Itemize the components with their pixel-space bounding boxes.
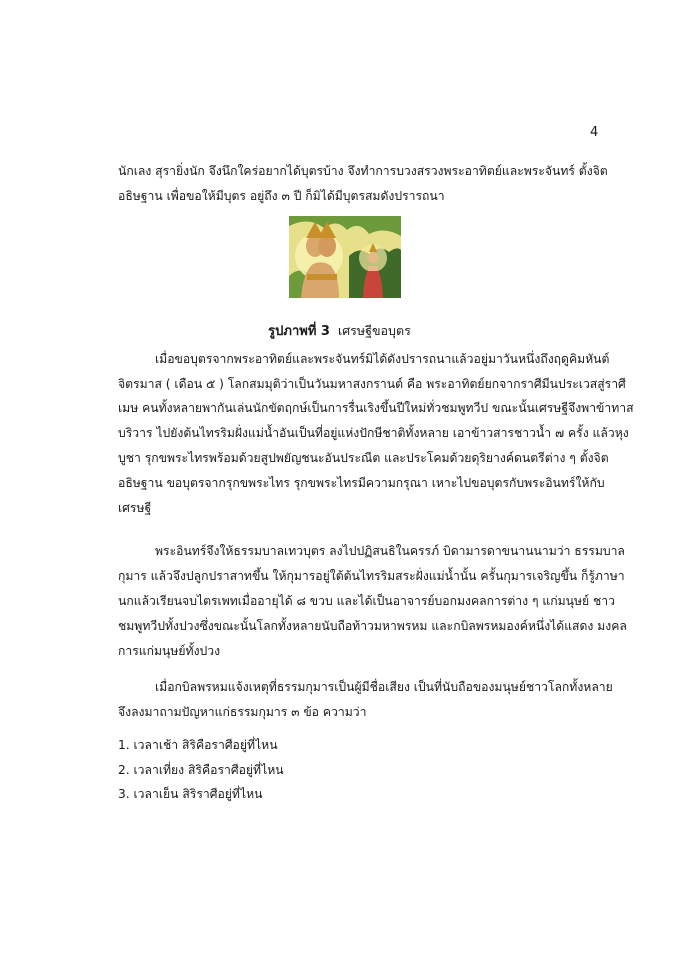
text-line: บริวาร ไปยังต้นไทรริมฝั่งแม่น้ำอันเป็นที่อยู่แห่งปักษีชาติทั้งหลาย เอาข้าวสารชาวน้ำ ๗ ครั้ง แล้วหุง	[118, 426, 629, 440]
text-line: พระอินทร์จึงให้ธรรมบาลเทวบุตร ลงไปปฏิสนธิในครรภ์ บิดามารดาขนานนามว่า ธรรมบาล	[155, 544, 625, 558]
gold-band	[307, 274, 337, 280]
text-line: กุมาร แล้วจึงปลูกปราสาทขึ้น ให้กุมารอยู่ใต้ต้นไทรริมสระฝั่งแม่น้ำนั้น ครั้นกุมารเจริญขึ้น ก็รู้ภาษา	[118, 569, 625, 583]
illustration-image	[289, 216, 401, 298]
text-line: จิตรมาส ( เดือน ๕ ) โลกสมมุติว่าเป็นวันมหาสงกรานต์ คือ พระอาทิตย์ยกจากราศีมีนประเวสสู่ราศี	[118, 377, 626, 391]
list-item: 1. เวลาเช้า สิริคือราศีอยู่ที่ไหน	[118, 738, 278, 752]
worshipper-head	[368, 253, 379, 264]
text-line: อธิษฐาน ขอบุตรจากรุกขพระไทร รุกขพระไทรมีความกรุณา เหาะไปขอบุตรกับพระอินทร์ให้กับ	[118, 476, 605, 490]
list-item: 3. เวลาเย็น สิริราศีอยู่ที่ไหน	[118, 787, 263, 801]
figure-caption	[0, 320, 679, 341]
text-line: นกแล้วเรียนจบไตรเพทเมื่ออายุได้ ๘ ขวบ และได้เป็นอาจารย์บอกมงคลการต่าง ๆ แก่มนุษย์ ชาว	[118, 594, 615, 608]
caption-text: เศรษฐีขอบุตร	[337, 323, 411, 338]
text-line: ชมพูทวีปทั้งปวงซึ่งขณะนั้นโลกทั้งหลายนับถือท้าวมหาพรหม และกบิลพรหมองค์หนึ่งได้แสดง มงคล	[118, 619, 627, 633]
text-line: เมื่อกบิลพรหมแจ้งเหตุที่ธรรมกุมารเป็นผู้มีชื่อเสียง เป็นที่นับถือของมนุษย์ชาวโลกทั้งหลาย	[155, 680, 613, 694]
text-line: การแก่มนุษย์ทั้งปวง	[118, 644, 221, 658]
list-item: 2. เวลาเที่ยง สิริคือราศีอยู่ที่ไหน	[118, 763, 284, 777]
text-line: นักเลง สุรายิ่งนัก จึงนึกใคร่อยากได้บุตรบ้าง จึงทำการบวงสรวงพระอาทิตย์และพระจันทร์ ตั้งจิต	[118, 164, 608, 178]
illustration-wish-for-son	[289, 216, 401, 298]
text-line: เมื่อขอบุตรจากพระอาทิตย์และพระจันทร์มิได้ดังปรารถนาแล้วอยู่มาวันหนึ่งถึงฤดูคิมหันต์	[155, 352, 610, 366]
text-line: จึงลงมาถามปัญหาแก่ธรรมกุมาร ๓ ข้อ ความว่า	[118, 705, 367, 719]
god-head-right	[318, 235, 336, 257]
text-line: เมษ คนทั้งหลายพากันเล่นนักขัตฤกษ์เป็นการรื่นเริงขึ้นปีใหม่ทั่วชมพูทวีป ขณะนั้นเศรษฐีจึงพาข้าทาส	[118, 401, 634, 415]
page-number: 4	[590, 125, 599, 140]
text-line: อธิษฐาน เพื่อขอให้มีบุตร อยู่ถึง ๓ ปี ก็มิได้มีบุตรสมดังปรารถนา	[118, 189, 445, 203]
text-line: บูชา รุกขพระไทรพร้อมด้วยสูปพยัญชนะอันประณีต และประโคมด้วยดุริยางค์ดนตรีต่าง ๆ ตั้งจิต	[118, 451, 609, 465]
text-line: เศรษฐี	[118, 501, 152, 515]
worshipper-hands	[368, 266, 378, 271]
caption-label: รูปภาพที่ 3	[268, 324, 330, 339]
